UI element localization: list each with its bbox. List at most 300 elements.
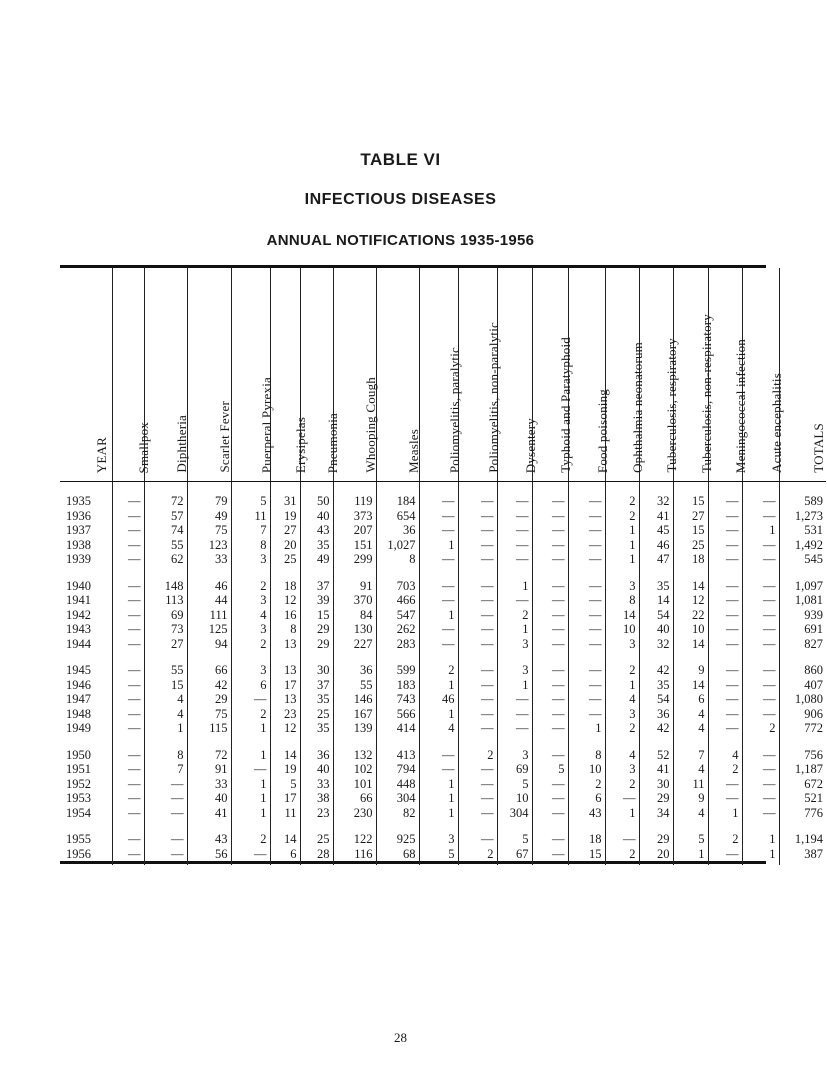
spacer-cell: [532, 820, 568, 832]
table-cell: 5: [532, 762, 568, 777]
table-cell: 11: [673, 777, 708, 792]
table-cell: 12: [270, 593, 300, 608]
spacer-cell: [187, 482, 231, 495]
filler-cell: [419, 861, 458, 865]
table-cell: 36: [300, 748, 333, 763]
year-cell: 1940: [60, 579, 112, 594]
table-cell: 28: [300, 847, 333, 862]
table-cell: —: [742, 777, 779, 792]
table-cell: 72: [187, 748, 231, 763]
spacer-cell: [112, 736, 144, 748]
table-row: [60, 509, 826, 524]
table-cell: —: [568, 593, 605, 608]
table-cell: 414: [376, 721, 419, 736]
column-header: [708, 268, 748, 482]
table-cell: 12: [270, 721, 300, 736]
table-cell: —: [419, 593, 458, 608]
spacer-cell: [708, 820, 742, 832]
table-cell: —: [532, 707, 568, 722]
table-cell: 14: [673, 637, 708, 652]
table-cell: —: [458, 538, 497, 553]
filler-cell: [605, 861, 639, 865]
table-cell: 7: [673, 748, 708, 763]
filler-cell: [112, 861, 144, 865]
table-cell: 1: [497, 579, 532, 594]
table-cell: —: [568, 678, 605, 693]
table-cell: 167: [333, 707, 376, 722]
table-cell: —: [742, 692, 779, 707]
spacer-cell: [376, 482, 419, 495]
table-cell: —: [532, 663, 568, 678]
table-cell: 7: [144, 762, 187, 777]
table-cell: 3: [231, 593, 270, 608]
spacer-cell: [532, 651, 568, 663]
table-cell: —: [532, 678, 568, 693]
year-cell: 1935: [60, 494, 112, 509]
table-cell: 49: [187, 509, 231, 524]
spacer-cell: [419, 736, 458, 748]
table-cell: —: [112, 832, 144, 847]
table-cell: 5: [231, 494, 270, 509]
table-row: [60, 523, 826, 538]
spacer-cell: [376, 736, 419, 748]
table-cell: —: [497, 538, 532, 553]
table-cell: 35: [300, 721, 333, 736]
table-cell: 589: [804, 494, 823, 508]
table-cell: —: [458, 593, 497, 608]
table-cell: 2: [419, 663, 458, 678]
table-cell: 184: [376, 494, 419, 509]
spacer-cell: [639, 820, 673, 832]
table-cell: 5: [673, 832, 708, 847]
table-cell: 1: [605, 538, 639, 553]
table-cell: —: [112, 806, 144, 821]
table-cell: —: [419, 748, 458, 763]
column-header: [300, 268, 340, 482]
table-cell: —: [112, 762, 144, 777]
table-cell: 545: [804, 552, 823, 566]
table-cell: —: [708, 791, 742, 806]
table-cell: —: [708, 692, 742, 707]
table-cell: 1: [605, 523, 639, 538]
table-cell: —: [742, 762, 779, 777]
table-cell: 41: [639, 762, 673, 777]
table-cell: 35: [639, 678, 673, 693]
table-cell: 906: [804, 706, 823, 721]
table-cell: —: [708, 538, 742, 553]
year-cell: 1944: [60, 637, 112, 652]
table-cell: 413: [376, 748, 419, 763]
table-cell: 2: [497, 608, 532, 623]
table-cell: 1,492: [794, 537, 823, 552]
table-cell: 37: [300, 579, 333, 594]
table-cell: 11: [231, 509, 270, 524]
header-row: [60, 268, 826, 482]
table-cell: 1: [497, 622, 532, 637]
table-cell: 599: [376, 663, 419, 678]
table-cell: —: [568, 538, 605, 553]
spacer-cell: [300, 736, 333, 748]
column-header: [187, 268, 231, 482]
table-cell: 1,080: [794, 692, 823, 706]
spacer-cell: [568, 651, 605, 663]
table-cell: —: [497, 593, 532, 608]
table-cell: 4: [144, 692, 187, 707]
table-cell: —: [708, 678, 742, 693]
column-header-label: Tuberculosis, non-respiratory: [698, 313, 714, 473]
spacer-cell: [458, 651, 497, 663]
spacer-cell: [673, 736, 708, 748]
column-header-label: Tuberculosis, respiratory: [664, 338, 679, 473]
table-cell: —: [497, 721, 532, 736]
table-cell: 13: [270, 637, 300, 652]
table-cell: —: [419, 637, 458, 652]
table-cell: 387: [804, 846, 823, 861]
table-cell: 122: [333, 832, 376, 847]
table-cell: 691: [804, 622, 823, 636]
table-cell: 14: [605, 608, 639, 623]
table-cell: 29: [639, 791, 673, 806]
table-cell: —: [532, 622, 568, 637]
year-cell: 1936: [60, 509, 112, 524]
spacer-cell: [231, 482, 270, 495]
table-cell: 8: [376, 552, 419, 567]
table-cell: 3: [497, 637, 532, 652]
table-row: [60, 678, 826, 693]
table-cell: 13: [270, 663, 300, 678]
table-cell: 10: [568, 762, 605, 777]
column-header: [605, 268, 645, 482]
table-cell: 3: [497, 748, 532, 763]
column-header-label: Meningococcal infection: [733, 338, 748, 473]
table-cell: 1: [419, 678, 458, 693]
spacer-cell: [639, 736, 673, 748]
table-cell: 2: [568, 777, 605, 792]
spacer-cell: [60, 651, 112, 663]
table-cell: 4: [708, 748, 742, 763]
table-cell: 5: [497, 832, 532, 847]
column-header: [376, 268, 419, 482]
table-row: [60, 832, 826, 847]
column-header: [639, 268, 679, 482]
column-header: [231, 268, 274, 482]
table-row: [60, 579, 826, 594]
table-cell: 1: [231, 748, 270, 763]
year-cell: 1943: [60, 622, 112, 637]
table-cell: 448: [376, 777, 419, 792]
spacer-cell: [673, 651, 708, 663]
table-cell: 14: [270, 748, 300, 763]
table-cell: 27: [144, 637, 187, 652]
spacer-cell: [300, 651, 333, 663]
table-cell: —: [112, 707, 144, 722]
table-cell: 14: [270, 832, 300, 847]
table-cell: 34: [639, 806, 673, 821]
table-cell: 4: [605, 692, 639, 707]
table-cell: —: [144, 847, 187, 862]
column-header: [497, 268, 538, 482]
table-cell: 25: [300, 707, 333, 722]
spacer-cell: [419, 567, 458, 579]
table-cell: —: [568, 494, 605, 509]
table-cell: 5: [270, 777, 300, 792]
year-cell: 1954: [60, 806, 112, 821]
table-cell: —: [605, 791, 639, 806]
filler-cell: [779, 861, 826, 865]
table-cell: 39: [300, 593, 333, 608]
table-cell: 1: [605, 678, 639, 693]
table-cell: —: [112, 509, 144, 524]
filler-cell: [458, 861, 497, 865]
table-cell: 25: [673, 538, 708, 553]
table-cell: —: [112, 552, 144, 567]
table-cell: —: [419, 622, 458, 637]
column-header-label: Typhoid and Paratyphoid: [558, 337, 573, 473]
table-cell: 772: [804, 721, 823, 735]
table-title: TABLE VI: [360, 150, 441, 169]
table-cell: 69: [497, 762, 532, 777]
spacer-cell: [742, 567, 779, 579]
filler-cell: [497, 861, 532, 865]
table-cell: —: [742, 494, 779, 509]
spacer-cell: [568, 820, 605, 832]
table-cell: —: [742, 663, 779, 678]
table-cell: —: [458, 622, 497, 637]
table-cell: —: [144, 777, 187, 792]
table-cell: 2: [231, 579, 270, 594]
table-cell: 2: [605, 494, 639, 509]
table-cell: 47: [639, 552, 673, 567]
table-cell: —: [144, 791, 187, 806]
table-cell: 2: [605, 847, 639, 862]
spacer-cell: [270, 482, 300, 495]
filler-cell: [187, 861, 231, 865]
spacer-cell: [458, 820, 497, 832]
spacer-cell: [568, 567, 605, 579]
table-cell: 49: [300, 552, 333, 567]
table-cell: —: [742, 748, 779, 763]
spacer-cell: [270, 736, 300, 748]
table-cell: 183: [376, 678, 419, 693]
table-cell: 3: [605, 762, 639, 777]
table-cell: —: [532, 692, 568, 707]
spacer-cell: [708, 567, 742, 579]
table-cell: —: [532, 791, 568, 806]
table-cell: 5: [419, 847, 458, 862]
table-cell: —: [532, 721, 568, 736]
table-cell: 227: [333, 637, 376, 652]
table-cell: 115: [187, 721, 231, 736]
table-row: [60, 494, 826, 509]
spacer-cell: [60, 820, 112, 832]
table-cell: 33: [187, 777, 231, 792]
table-cell: —: [497, 509, 532, 524]
table-cell: —: [742, 579, 779, 594]
spacer-cell: [639, 567, 673, 579]
spacer-cell: [497, 651, 532, 663]
table-cell: 91: [187, 762, 231, 777]
table-cell: 32: [639, 637, 673, 652]
table-cell: —: [742, 678, 779, 693]
table-cell: 15: [300, 608, 333, 623]
table-row: [60, 847, 826, 862]
spacer-cell: [742, 820, 779, 832]
table-cell: —: [742, 806, 779, 821]
table-cell: 3: [497, 663, 532, 678]
table-cell: —: [708, 579, 742, 594]
table-cell: —: [112, 678, 144, 693]
table-cell: —: [708, 637, 742, 652]
table-cell: —: [112, 494, 144, 509]
table-cell: 42: [639, 663, 673, 678]
table-cell: 66: [187, 663, 231, 678]
table-cell: 44: [187, 593, 231, 608]
spacer-cell: [458, 736, 497, 748]
table-row: [60, 608, 826, 623]
table-cell: 6: [673, 692, 708, 707]
table-cell: 10: [497, 791, 532, 806]
table-cell: —: [742, 538, 779, 553]
table-cell: 41: [187, 806, 231, 821]
table-cell: —: [458, 663, 497, 678]
column-header-label: Acute encephalitis: [768, 373, 784, 473]
group-spacer: [60, 736, 826, 748]
table-cell: 75: [187, 707, 231, 722]
spacer-cell: [779, 736, 826, 748]
year-cell: 1950: [60, 748, 112, 763]
table-cell: —: [497, 707, 532, 722]
spacer-cell: [419, 651, 458, 663]
table-row: [60, 777, 826, 792]
table-cell: 19: [270, 762, 300, 777]
table-cell: —: [458, 806, 497, 821]
table-cell: —: [458, 552, 497, 567]
table-cell: 15: [144, 678, 187, 693]
table-cell: 3: [605, 579, 639, 594]
table-row: [60, 748, 826, 763]
table-cell: —: [708, 721, 742, 736]
table-cell: 9: [673, 791, 708, 806]
table-cell: —: [742, 593, 779, 608]
filler-cell: [300, 861, 333, 865]
spacer-cell: [779, 482, 826, 495]
table-row: [60, 593, 826, 608]
table-cell: 46: [419, 692, 458, 707]
spacer-cell: [60, 482, 112, 495]
table-cell: 672: [804, 776, 823, 791]
table-cell: 6: [270, 847, 300, 862]
table-cell: 14: [673, 579, 708, 594]
table-cell: —: [708, 523, 742, 538]
table-cell: 82: [376, 806, 419, 821]
filler-row: [60, 861, 826, 865]
table-cell: 111: [187, 608, 231, 623]
table-cell: —: [532, 832, 568, 847]
spacer-cell: [419, 820, 458, 832]
table-cell: —: [458, 509, 497, 524]
column-header: [568, 268, 610, 482]
filler-cell: [270, 861, 300, 865]
table-cell: 1: [673, 847, 708, 862]
table-cell: 113: [144, 593, 187, 608]
column-header: [112, 268, 151, 482]
spacer-cell: [112, 651, 144, 663]
table-row: [60, 538, 826, 553]
spacer-cell: [333, 736, 376, 748]
spacer-cell: [605, 567, 639, 579]
spacer-cell: [144, 482, 187, 495]
table-cell: 3: [231, 622, 270, 637]
table-cell: 466: [376, 593, 419, 608]
table-cell: 4: [673, 806, 708, 821]
table-cell: 17: [270, 678, 300, 693]
spacer-cell: [708, 482, 742, 495]
spacer-cell: [708, 651, 742, 663]
table-cell: 33: [300, 777, 333, 792]
table-cell: 132: [333, 748, 376, 763]
table-cell: 52: [639, 748, 673, 763]
table-cell: 2: [458, 847, 497, 862]
column-header-label: Poliomyelitis, paralytic: [446, 346, 462, 473]
table-cell: 23: [270, 707, 300, 722]
table-cell: —: [742, 637, 779, 652]
table-cell: —: [742, 707, 779, 722]
table-cell: 2: [605, 663, 639, 678]
year-cell: 1948: [60, 707, 112, 722]
spacer-cell: [112, 482, 144, 495]
table-cell: 4: [673, 762, 708, 777]
table-cell: 407: [804, 677, 823, 692]
table-cell: 14: [639, 593, 673, 608]
table-cell: 2: [605, 777, 639, 792]
table-cell: —: [112, 637, 144, 652]
table-cell: 939: [804, 607, 823, 622]
table-cell: 66: [333, 791, 376, 806]
table-cell: 73: [144, 622, 187, 637]
table-cell: 148: [144, 579, 187, 594]
table-cell: 3: [231, 552, 270, 567]
year-cell: 1942: [60, 608, 112, 623]
filler-cell: [231, 861, 270, 865]
table-cell: 370: [333, 593, 376, 608]
table-cell: —: [532, 777, 568, 792]
column-header: [458, 268, 501, 482]
table-cell: 55: [144, 538, 187, 553]
spacer-cell: [300, 567, 333, 579]
table-cell: —: [112, 748, 144, 763]
table-cell: 13: [270, 692, 300, 707]
spacer-cell: [333, 651, 376, 663]
spacer-cell: [144, 736, 187, 748]
table-cell: 1,097: [794, 578, 823, 593]
table-cell: 37: [300, 678, 333, 693]
table-cell: 146: [333, 692, 376, 707]
table-cell: 3: [419, 832, 458, 847]
column-header: [742, 268, 784, 482]
year-cell: 1941: [60, 593, 112, 608]
table-cell: 794: [376, 762, 419, 777]
table-cell: 94: [187, 637, 231, 652]
column-header-label: Whooping Cough: [362, 377, 378, 473]
table-cell: 91: [333, 579, 376, 594]
table-cell: —: [419, 579, 458, 594]
table-cell: 521: [804, 791, 823, 805]
table-cell: —: [568, 707, 605, 722]
column-header-label: Scarlet Fever: [217, 401, 232, 473]
table-cell: 654: [376, 509, 419, 524]
table-cell: —: [532, 509, 568, 524]
table-cell: —: [458, 608, 497, 623]
